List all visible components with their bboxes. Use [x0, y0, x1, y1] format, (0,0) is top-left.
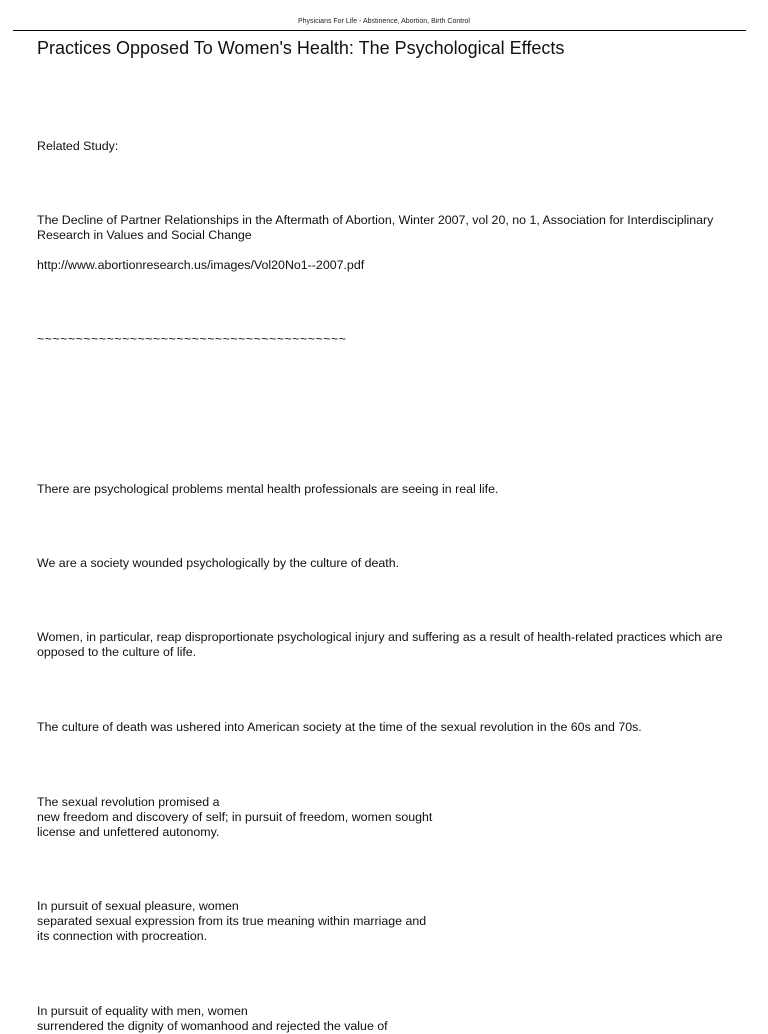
document-title: Practices Opposed To Women's Health: The Psychological Effects [37, 38, 565, 58]
related-study-label: Related Study: [37, 139, 119, 153]
paragraph-wounded-society: We are a society wounded psychologically by the culture of death. [37, 556, 400, 570]
paragraph-sexual-revolution [37, 795, 727, 840]
paragraph-psychological-problems: There are psychological problems mental health professionals are seeing in real life. [37, 482, 499, 496]
paragraph-culture-of-death: The culture of death was ushered into American society at the time of the sexual revolution in the 60s and 70s. [37, 720, 642, 734]
citation-url: http://www.abortionresearch.us/images/Vol20No1--2007.pdf [37, 258, 365, 272]
text-line: surrendered the dignity of womanhood and rejected the value of [37, 1019, 388, 1033]
text-line: its connection with procreation. [37, 929, 208, 943]
section-separator: ~~~~~~~~~~~~~~~~~~~~~~~~~~~~~~~~~~~~~~~~ [37, 332, 347, 346]
text-line: license and unfettered autonomy. [37, 825, 220, 839]
paragraph-equality [37, 1004, 727, 1034]
citation-text: The Decline of Partner Relationships in the Aftermath of Abortion, Winter 2007, vol 20, no 1, Association for Interdisciplinary Research in Values and Social Change [37, 213, 714, 242]
header-rule [13, 30, 746, 31]
text-line: separated sexual expression from its true meaning within marriage and [37, 914, 427, 928]
text-line: In pursuit of sexual pleasure, women [37, 899, 239, 913]
text-line: In pursuit of equality with men, women [37, 1004, 248, 1018]
running-header: Physicians For Life - Abstinence, Abortion, Birth Control [298, 18, 470, 25]
text-line: new freedom and discovery of self; in pursuit of freedom, women sought [37, 810, 433, 824]
text-line: The sexual revolution promised a [37, 795, 220, 809]
paragraph-sexual-pleasure [37, 899, 727, 944]
paragraph-women-injury: Women, in particular, reap disproportionate psychological injury and suffering as a result of health-related practices which are opposed to the culture of life. [37, 630, 723, 659]
